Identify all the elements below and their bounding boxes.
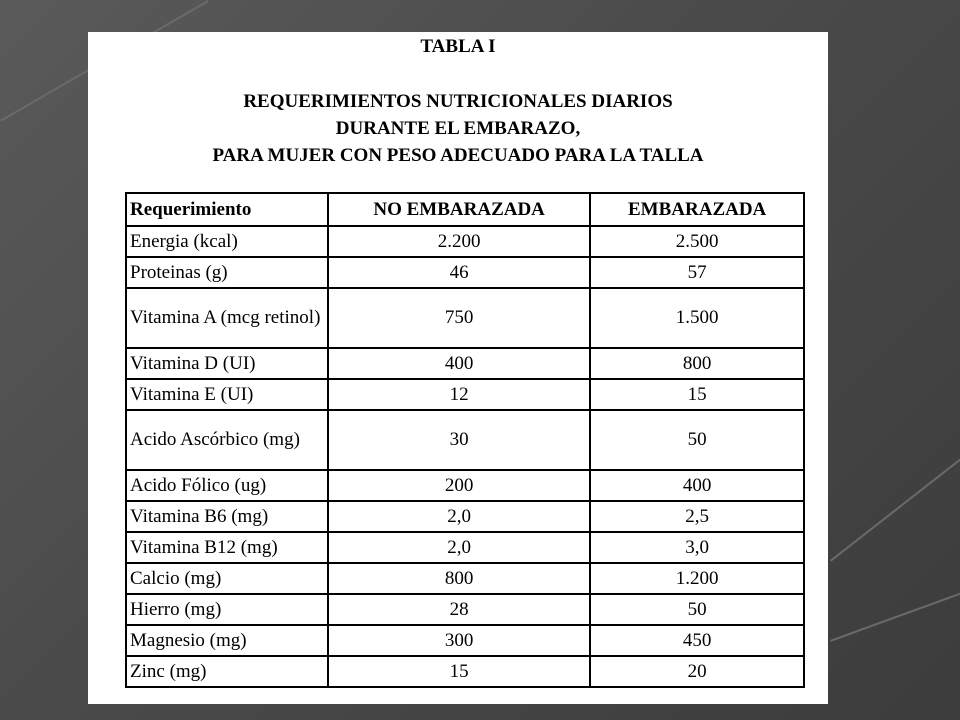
row-name: Hierro (mg) [126, 594, 328, 625]
row-no-embarazada: 30 [328, 410, 590, 470]
row-embarazada: 2,5 [590, 501, 804, 532]
row-name: Vitamina E (UI) [126, 379, 328, 410]
header-requerimiento: Requerimiento [126, 193, 328, 226]
document-image [88, 32, 828, 704]
row-no-embarazada: 750 [328, 288, 590, 348]
table-label: TABLA I [420, 36, 496, 57]
table-row [126, 257, 804, 288]
row-name: Acido Fólico (ug) [126, 470, 328, 501]
row-name: Zinc (mg) [126, 656, 328, 687]
row-name: Proteinas (g) [126, 257, 328, 288]
table-row [126, 625, 804, 656]
row-no-embarazada: 28 [328, 594, 590, 625]
row-name: Energia (kcal) [126, 226, 328, 257]
title-line: REQUERIMIENTOS NUTRICIONALES DIARIOS [243, 91, 673, 112]
row-name: Acido Ascórbico (mg) [126, 410, 328, 470]
row-no-embarazada: 2.200 [328, 226, 590, 257]
table-row [126, 379, 804, 410]
row-no-embarazada: 12 [328, 379, 590, 410]
background-decoration-line [830, 437, 960, 562]
row-no-embarazada: 400 [328, 348, 590, 379]
row-embarazada: 3,0 [590, 532, 804, 563]
row-no-embarazada: 2,0 [328, 532, 590, 563]
row-no-embarazada: 46 [328, 257, 590, 288]
row-no-embarazada: 200 [328, 470, 590, 501]
row-no-embarazada: 800 [328, 563, 590, 594]
row-embarazada: 2.500 [590, 226, 804, 257]
row-embarazada: 450 [590, 625, 804, 656]
background-decoration-line [830, 572, 960, 642]
row-name: Magnesio (mg) [126, 625, 328, 656]
table-row [126, 288, 804, 348]
table-row [126, 226, 804, 257]
table-row [126, 563, 804, 594]
title-line: PARA MUJER CON PESO ADECUADO PARA LA TALLA [212, 145, 704, 166]
table-row [126, 410, 804, 470]
row-name: Vitamina D (UI) [126, 348, 328, 379]
row-no-embarazada: 2,0 [328, 501, 590, 532]
row-name: Calcio (mg) [126, 563, 328, 594]
table-row [126, 470, 804, 501]
row-name: Vitamina B6 (mg) [126, 501, 328, 532]
row-name: Vitamina A (mcg retinol) [126, 288, 328, 348]
row-embarazada: 1.500 [590, 288, 804, 348]
table-row [126, 594, 804, 625]
row-embarazada: 15 [590, 379, 804, 410]
row-embarazada: 50 [590, 410, 804, 470]
table-title [88, 88, 828, 169]
header-no-embarazada: NO EMBARAZADA [328, 193, 590, 226]
row-name: Vitamina B12 (mg) [126, 532, 328, 563]
requirements-table [125, 192, 805, 688]
row-embarazada: 50 [590, 594, 804, 625]
table-row [126, 501, 804, 532]
row-no-embarazada: 300 [328, 625, 590, 656]
table-row [126, 532, 804, 563]
row-embarazada: 20 [590, 656, 804, 687]
row-embarazada: 1.200 [590, 563, 804, 594]
table-row [126, 656, 804, 687]
table-row [126, 348, 804, 379]
row-embarazada: 57 [590, 257, 804, 288]
row-embarazada: 400 [590, 470, 804, 501]
table-header-row [126, 193, 804, 226]
title-line: DURANTE EL EMBARAZO, [335, 118, 581, 139]
header-embarazada: EMBARAZADA [590, 193, 804, 226]
row-no-embarazada: 15 [328, 656, 590, 687]
row-embarazada: 800 [590, 348, 804, 379]
